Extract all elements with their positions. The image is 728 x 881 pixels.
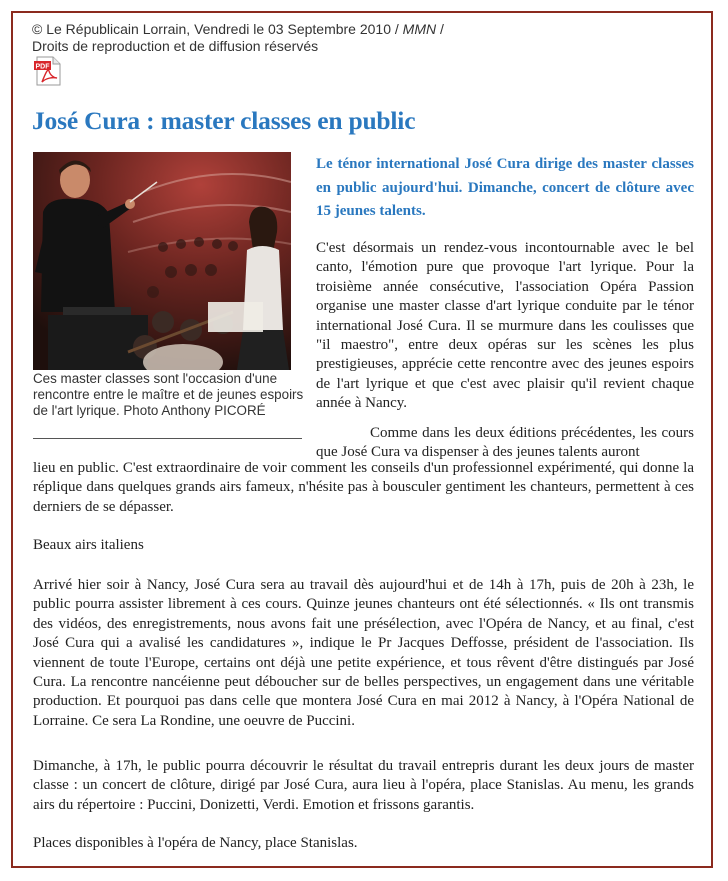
paragraph-5: Places disponibles à l'opéra de Nancy, place Stanislas. [33,835,358,851]
paragraph-1: C'est désormais un rendez-vous incontournable avec le bel canto, l'émotion pure que provoque l'art lyrique. Pour la troisième année consécutive, l'association Opéra Passion organise une master classe d'art lyrique conduite par le ténor international José Cura. Il se murmure dans les coulisses que "il maestro", entre deux opéras sur les scènes les plus prestigieuses, apprécie cette rencontre avec des jeunes espoirs de l'art lyrique et que c'est avec plaisir qu'il revient chaque année à Nancy. [316,240,694,412]
article-lead: Le ténor international José Cura dirige des master classes en public aujourd'hui. Dimanche, concert de clôture avec 15 jeunes talents. [316,156,694,220]
copyright-line-1: © Le Républicain Lorrain, Vendredi le 03 Septembre 2010 / MMN / [32,21,444,37]
conductor-photo [33,152,291,370]
copyright-notice [32,21,444,55]
article-title: José Cura : master classes en public [32,106,416,135]
photo-caption: Ces master classes sont l'occasion d'une rencontre entre le maître et de jeunes espoirs de l'art lyrique. Photo Anthony PICORÉ [33,371,304,418]
pdf-icon[interactable] [34,56,62,86]
author-initials: MMN [402,21,437,37]
paragraph-2-end: lieu en public. C'est extraordinaire de voir comment les conseils d'un professionnel expérimenté, qui donne la réplique dans quelques grands airs fameux, n'hésite pas à bousculer gentiment les chanteurs, permettent à ces derniers de se dépasser. [33,460,694,515]
article-clipping [11,11,713,868]
paragraph-3: Arrivé hier soir à Nancy, José Cura sera au travail dès aujourd'hui et de 14h à 17h, puis de 20h à 23h, le public pourra assister librement à ces cours. Quinze jeunes chanteurs ont été sélectionnés. « Ils ont transmis des vidéos, des enregistrements, nous avons fait une présélection, avec l'Opéra de Nancy, et au final, c'est José Cura qui a avalisé les candidatures », indique le Pr Jacques Deffosse, président de l'association. Ils viennent de toute l'Europe, certains ont déjà une petite expérience, et tous rêvent d'être distingués par José Cura. La rencontre nancéienne peut déboucher sur de belles perspectives, un engagement dans une véritable production. Et pourquoi pas dans celle que montera José Cura en mai 2012 à Nancy, à l'Opéra National de Lorraine. Ce sera La Rondine, une oeuvre de Puccini. [33,577,694,729]
pdf-icon-label: PDF [35,63,50,71]
caption-divider [33,438,302,439]
paragraph-4: Dimanche, à 17h, le public pourra découvrir le résultat du travail entrepris durant les deux jours de master classe : un concert de clôture, dirigé par José Cura, aura lieu à l'opéra, place Stanislas. Au menu, les grands airs du répertoire : Puccini, Donizetti, Verdi. Emotion et frissons garantis. [33,758,694,813]
paragraph-2-start: Comme dans les deux éditions précédentes, les cours que José Cura va dispenser à des jeunes talents auront [316,425,694,461]
subheading: Beaux airs italiens [33,537,144,553]
copyright-line-2: Droits de reproduction et de diffusion réservés [32,38,319,54]
